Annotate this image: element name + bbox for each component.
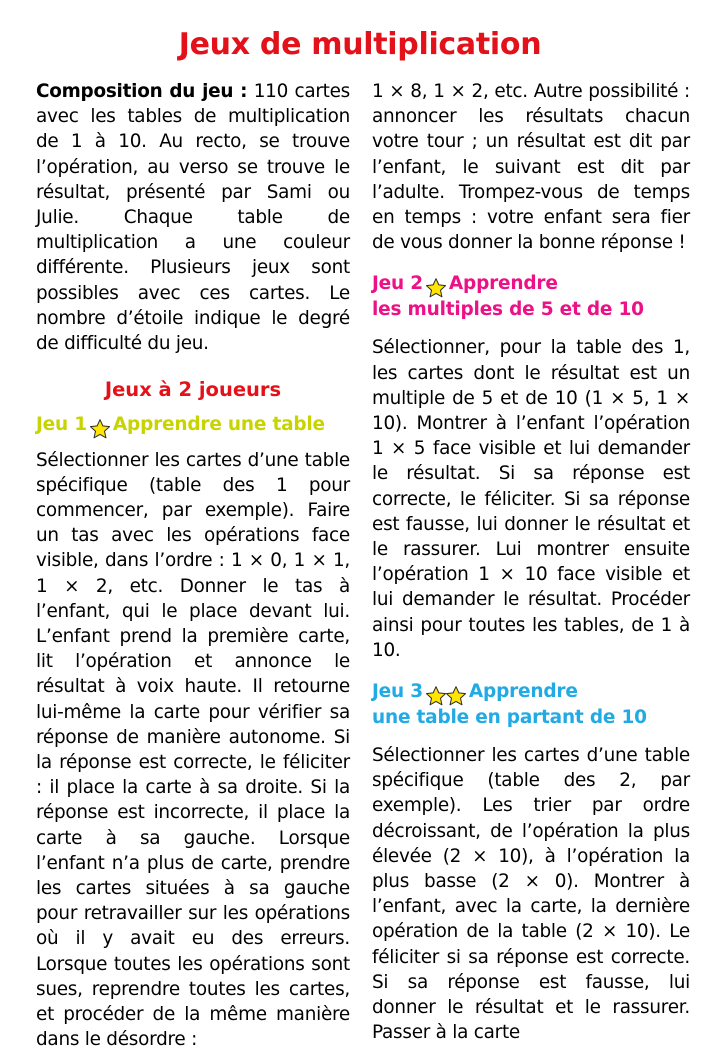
game2-stars [426,277,446,299]
intro-text: 110 cartes avec les tables de multiplication de 1 à 10. Au recto, se trouve l’opération, au verso se trouve le résultat, présenté par Sami ou Julie. Chaque table de multiplication a une couleur différente. Plusieurs jeux sont possibles avec ces cartes. Le nombre d’étoile indique le degré de difficulté du jeu. [36,81,351,355]
star-icon [425,685,447,707]
game3-title-line2: une table en partant de 10 [372,707,647,729]
spacer [372,255,690,273]
game3-heading-line1 [372,681,690,707]
continuation-paragraph: 1 × 8, 1 × 2, etc. Autre possibilité : annoncer les résultats chacun votre tour ; un résultat est dit par l’enfant, le suivant est dit par l’adulte. Trompez-vous de temps en temps : votre enfant sera fier de vous donner la bonne réponse ! [372,81,690,254]
game2-title-line1: Apprendre [448,273,558,295]
game1-heading [36,414,350,440]
intro-label: Composition du jeu : [36,81,248,102]
game1-title: Apprendre une table [112,413,325,435]
game2-heading-line1 [372,273,690,299]
spacer [372,663,690,681]
game1-stars [90,418,110,440]
game2-title-line2: les multiples de 5 et de 10 [372,299,644,321]
game1-body: Sélectionner les cartes d’une table spécifique (table des 1 pour commencer, par exemple). Faire un tas avec les opérations face visible, dans l’ordre : 1 × 0, 1 × 1, 1 × 2, etc. Donner le tas à l’enfant, qui le place devant lui. L’enfant prend la première carte, lit l’opération et annonce le résultat à voix haute. Il retourne lui-même la carte pour vérifier sa réponse de manière autonome. Si la réponse est correcte, le féliciter : il place la carte à sa droite. Si la réponse est incorrecte, il place la carte à sa gauche. Lorsque l’enfant n’a plus de carte, prendre les cartes situées à sa gauche pour retravailler sur les opérations où il y avait eu des erreurs. Lorsque toutes les opérations sont sues, reprendre toutes les cartes, et procéder de la même manière dans le désordre : [36,449,350,1051]
star-icon [425,277,447,299]
game3-title-line1: Apprendre [468,681,578,703]
game2-heading [372,273,690,321]
game3-label: Jeu 3 [372,681,423,703]
star-icon [89,418,111,440]
game3-body: Sélectionner les cartes d’une table spécifique (table des 2, par exemple). Les trier par ordre décroissant, de l’opération la plus élevée (2 × 10), à l’opération la plus basse (2 × 0). Montrer à l’enfant, avec la carte, la dernière opération de la table (2 × 10). Le féliciter si sa réponse est correcte. Si sa réponse est fausse, lui donner le résultat et le rassurer. Passer à la carte [372,745,690,1044]
star-icon [445,685,467,707]
game1-label: Jeu 1 [36,413,87,435]
left-column [36,79,350,1053]
page-title: Jeux de multiplication [178,27,542,62]
game3-heading [372,681,690,729]
game2-body: Sélectionner, pour la table des 1, les cartes dont le résultat est un multiple de 5 et de 10 (1 × 5, 1 × 10). Montrer à l’enfant l’opération 1 × 5 face visible et lui demander le résultat. Si sa réponse est correcte, le féliciter. Si sa réponse est fausse, lui donner le résultat et le rassurer. Lui montrer ensuite l’opération 1 × 10 face visible et lui demander le résultat. Procéder ainsi pour toutes les tables, de 1 à 10. [372,337,690,661]
two-column-layout [0,61,720,1053]
section-title-two-players: Jeux à 2 joueurs [104,378,282,402]
intro-paragraph [36,79,350,356]
game2-label: Jeu 2 [372,273,423,295]
right-column [372,79,690,1053]
game3-stars [426,685,466,707]
